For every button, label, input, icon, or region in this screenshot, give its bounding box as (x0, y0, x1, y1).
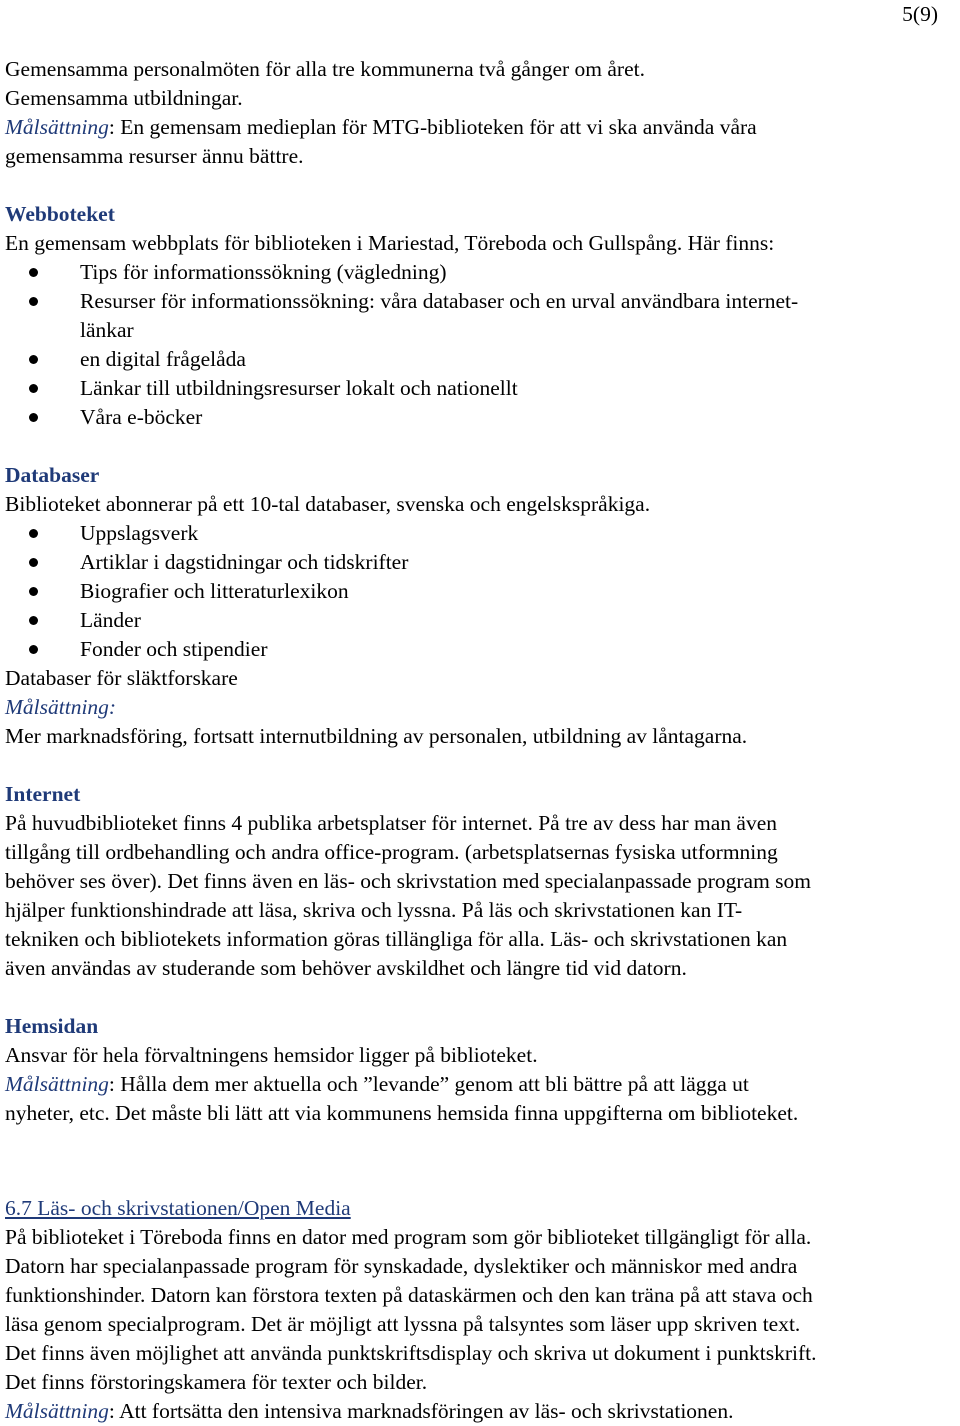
bullet-icon (29, 384, 38, 393)
paragraph-line: även användas av studerande som behöver avskildhet och längre tid vid datorn. (5, 956, 687, 980)
bullet-icon (29, 413, 38, 422)
goal-text: : Hålla dem mer aktuella och ”levande” genom att bli bättre på att lägga ut (108, 1072, 749, 1096)
list-item-text: Tips för informationssökning (vägledning) (80, 260, 447, 284)
bullet-icon (29, 268, 38, 277)
goal-label: Målsättning (5, 1072, 109, 1096)
goal-text: : Att fortsätta den intensiva marknadsföringen av läs- och skrivstationen. (108, 1399, 734, 1423)
paragraph-line: hjälper funktionshindrade att läsa, skriva och lyssna. På läs och skrivstationen kan IT- (5, 898, 743, 922)
list-item-text: Uppslagsverk (80, 521, 199, 545)
goal-text: : En gemensam medieplan för MTG-biblioteken för att vi ska använda våra (108, 115, 757, 139)
paragraph-line: På biblioteket i Töreboda finns en dator med program som gör biblioteket tillgängligt för alla. (5, 1225, 812, 1249)
bullet-icon (29, 587, 38, 596)
paragraph-line: läsa genom specialprogram. Det är möjligt att lyssna på talsyntes som läser upp skriven text. (5, 1312, 801, 1336)
webboteket-heading: Webboteket (5, 202, 115, 226)
paragraph-line: tekniken och bibliotekets information göras tillängliga för alla. Läs- och skrivstationen kan (5, 927, 788, 951)
intro-goal-line-2: gemensamma resurser ännu bättre. (5, 144, 304, 168)
list-item (5, 287, 955, 316)
list-item-text: länkar (80, 318, 134, 342)
hemsidan-line-1: Ansvar för hela förvaltningens hemsidor ligger på biblioteket. (5, 1043, 538, 1067)
list-item-text: Våra e-böcker (80, 405, 203, 429)
paragraph-line: behöver ses över). Det finns även en läs- och skrivstation med specialanpassade program som (5, 869, 812, 893)
hemsidan-heading: Hemsidan (5, 1014, 99, 1038)
list-item-text: Fonder och stipendier (80, 637, 268, 661)
list-item (5, 519, 955, 548)
intro-goal-line (5, 113, 955, 142)
list-item-text: Artiklar i dagstidningar och tidskrifter (80, 550, 409, 574)
paragraph-line: Det finns förstoringskamera för texter och bilder. (5, 1370, 428, 1394)
section-6-7-heading: 6.7 Läs- och skrivstationen/Open Media (5, 1196, 351, 1220)
list-item (5, 635, 955, 664)
list-item-continuation (5, 316, 955, 345)
hemsidan-goal-line (5, 1070, 955, 1099)
list-item (5, 374, 955, 403)
paragraph-line: tillgång till ordbehandling och andra office-program. (arbetsplatsernas fysiska utformning (5, 840, 778, 864)
list-item-text: Länder (80, 608, 141, 632)
bullet-icon (29, 297, 38, 306)
list-item-text: en digital frågelåda (80, 347, 246, 371)
bullet-icon (29, 355, 38, 364)
list-item-text: Resurser för informationssökning: våra databaser och en urval användbara internet- (80, 289, 799, 313)
hemsidan-goal-line-2: nyheter, etc. Det måste bli lätt att via kommunens hemsida finna uppgifterna om biblioteket. (5, 1101, 799, 1125)
page-number: 5(9) (902, 2, 938, 26)
databaser-goal-label: Målsättning: (5, 695, 117, 719)
paragraph-line: Datorn har specialanpassade program för synskadade, dyslektiker och människor med andra (5, 1254, 798, 1278)
intro-line-1: Gemensamma personalmöten för alla tre kommunerna två gånger om året. (5, 57, 645, 81)
list-item (5, 258, 955, 287)
paragraph-line: funktionshinder. Datorn kan förstora texten på dataskärmen och den kan träna på att stava och (5, 1283, 813, 1307)
list-item (5, 606, 955, 635)
paragraph-line: På huvudbiblioteket finns 4 publika arbetsplatser för internet. På tre av dess har man även (5, 811, 777, 835)
databaser-heading: Databaser (5, 463, 100, 487)
list-item (5, 548, 955, 577)
bullet-icon (29, 616, 38, 625)
bullet-icon (29, 558, 38, 567)
intro-line-2: Gemensamma utbildningar. (5, 86, 243, 110)
list-item (5, 345, 955, 374)
paragraph-line: Det finns även möjlighet att använda punktskriftsdisplay och skriva ut dokument i punktskrift. (5, 1341, 817, 1365)
list-item (5, 403, 955, 432)
goal-label: Målsättning (5, 1399, 109, 1423)
databaser-intro: Biblioteket abonnerar på ett 10-tal databaser, svenska och engelskspråkiga. (5, 492, 651, 516)
bullet-icon (29, 529, 38, 538)
internet-heading: Internet (5, 782, 81, 806)
list-item (5, 577, 955, 606)
bullet-icon (29, 645, 38, 654)
webboteket-intro: En gemensam webbplats för biblioteken i Mariestad, Töreboda och Gullspång. Här finns: (5, 231, 775, 255)
databaser-list (5, 519, 955, 664)
document-body (5, 55, 955, 1426)
list-item-text: Biografier och litteraturlexikon (80, 579, 349, 603)
databaser-goal-text: Mer marknadsföring, fortsatt internutbildning av personalen, utbildning av låntagarna. (5, 724, 748, 748)
goal-label: Målsättning (5, 115, 109, 139)
webboteket-list (5, 258, 955, 432)
databaser-after-list: Databaser för släktforskare (5, 666, 238, 690)
list-item-text: Länkar till utbildningsresurser lokalt och nationellt (80, 376, 518, 400)
